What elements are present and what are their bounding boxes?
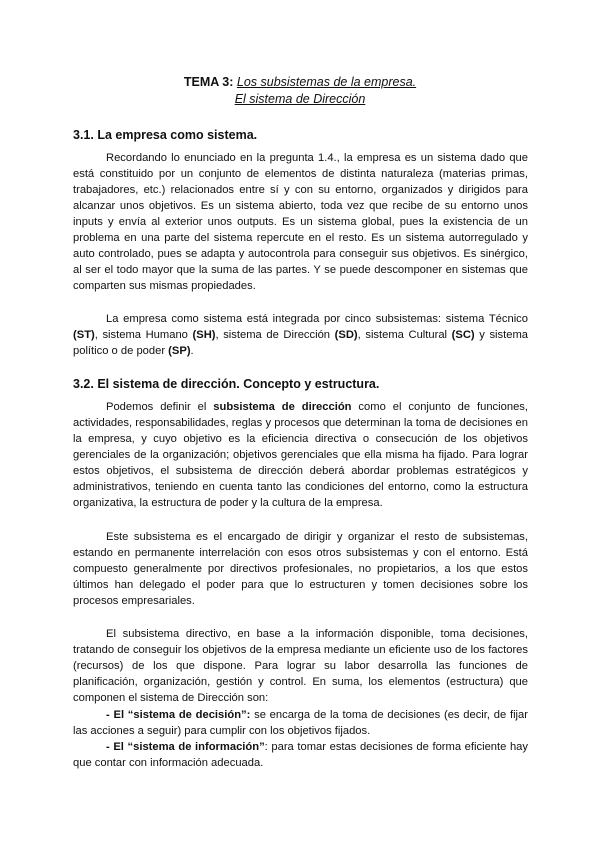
title-lead: TEMA 3:	[183, 75, 234, 89]
section2-paragraph3-text: El subsistema directivo, en base a la información disponible, toma decisiones, tratando de conseguir los objetivos de la empresa mediante un eficiente uso de los factores (recursos) de los que dispone. Para lograr su labor desarrolla las funciones de planificación, organización, gestión y control. En suma, los elementos (estructura) que componen el sistema de Dirección son:	[73, 628, 528, 704]
bullet-label: - El “sistema de decisión”:	[106, 709, 251, 721]
title-line2: El sistema de Dirección	[234, 92, 366, 106]
section1-heading: 3.1. La empresa como sistema.	[73, 128, 258, 142]
text-run: Podemos definir el	[106, 401, 214, 413]
section1-paragraph1	[73, 150, 528, 294]
text-run: La empresa como sistema está integrada por cinco subsistemas: sistema Técnico	[106, 313, 528, 325]
bullet-text: : para tomar estas decisiones de forma eficiente hay que contar con información adecuada.	[73, 741, 528, 769]
section2-paragraph1	[73, 399, 528, 511]
bullet-text: se encarga de la toma de decisiones (es decir, de fijar las acciones a seguir) para cumplir con los objetivos fijados.	[73, 709, 528, 737]
section2-paragraph2-text: Este subsistema es el encargado de dirigir y organizar el resto de subsistemas, estando en permanente interrelación con esos otros subsistemas y con el entorno. Está compuesto generalmente por directivos profesionales, no propietarios, a los que estos últimos han delegado el poder para que lo estructuren y tomen decisiones sobre los procesos empresariales.	[73, 531, 528, 607]
abbr-sd: (SD)	[334, 329, 358, 341]
bullet-information-system	[73, 739, 528, 771]
bullet-decision-system	[73, 707, 528, 739]
document-title	[0, 74, 600, 108]
text-run: , sistema de Dirección	[215, 329, 335, 341]
text-run: como el conjunto de funciones, actividades, responsabilidades, reglas y procesos que determinan la toma de decisiones en la empresa, y cuyo objetivo es la eficiencia directiva o consecución de los objetivos gerenciales de la organización; objetivos gerenciales que ella misma ha fijado. Para lograr estos objetivos, el subsistema de dirección deberá abordar problemas estratégicos y administrativos, teniendo en cuenta tanto las condiciones del entorno, como la estructura organizativa, la estructura de poder y la cultura de la empresa.	[73, 401, 528, 509]
section2-paragraph3	[73, 626, 528, 706]
text-run: , sistema Cultural	[357, 329, 452, 341]
bullet-label: - El “sistema de información”	[106, 741, 265, 753]
section2-paragraph2	[73, 529, 528, 609]
abbr-sh: (SH)	[192, 329, 216, 341]
text-run: y sistema político o de poder	[73, 329, 528, 357]
abbr-sp: (SP)	[168, 345, 191, 357]
text-run: .	[190, 345, 194, 357]
text-run: , sistema Humano	[94, 329, 193, 341]
abbr-sc: (SC)	[451, 329, 475, 341]
section2-heading: 3.2. El sistema de dirección. Concepto y estructura.	[73, 377, 380, 391]
bold-term: subsistema de dirección	[213, 401, 352, 413]
section1-paragraph2	[73, 311, 528, 359]
title-line1: Los subsistemas de la empresa.	[236, 75, 417, 89]
section1-paragraph1-text: Recordando lo enunciado en la pregunta 1.4., la empresa es un sistema dado que está constituido por un conjunto de elementos de distinta naturaleza (materias primas, trabajadores, etc.) relacionados entre sí y con su entorno, organizados y dirigidos para alcanzar unos objetivos. Es un sistema abierto, toda vez que recibe de su entorno unos inputs y envía al exterior unos outputs. Es un sistema global, pues la existencia de un problema en una parte del sistema repercute en el resto. Es un sistema autorregulado y auto controlado, pues se adapta y autocontrola para conseguir sus objetivos. Es sinérgico, al ser el todo mayor que la suma de las partes. Y se puede descomponer en sistemas que comparten sus mismas propiedades.	[73, 152, 528, 292]
abbr-st: (ST)	[73, 329, 95, 341]
